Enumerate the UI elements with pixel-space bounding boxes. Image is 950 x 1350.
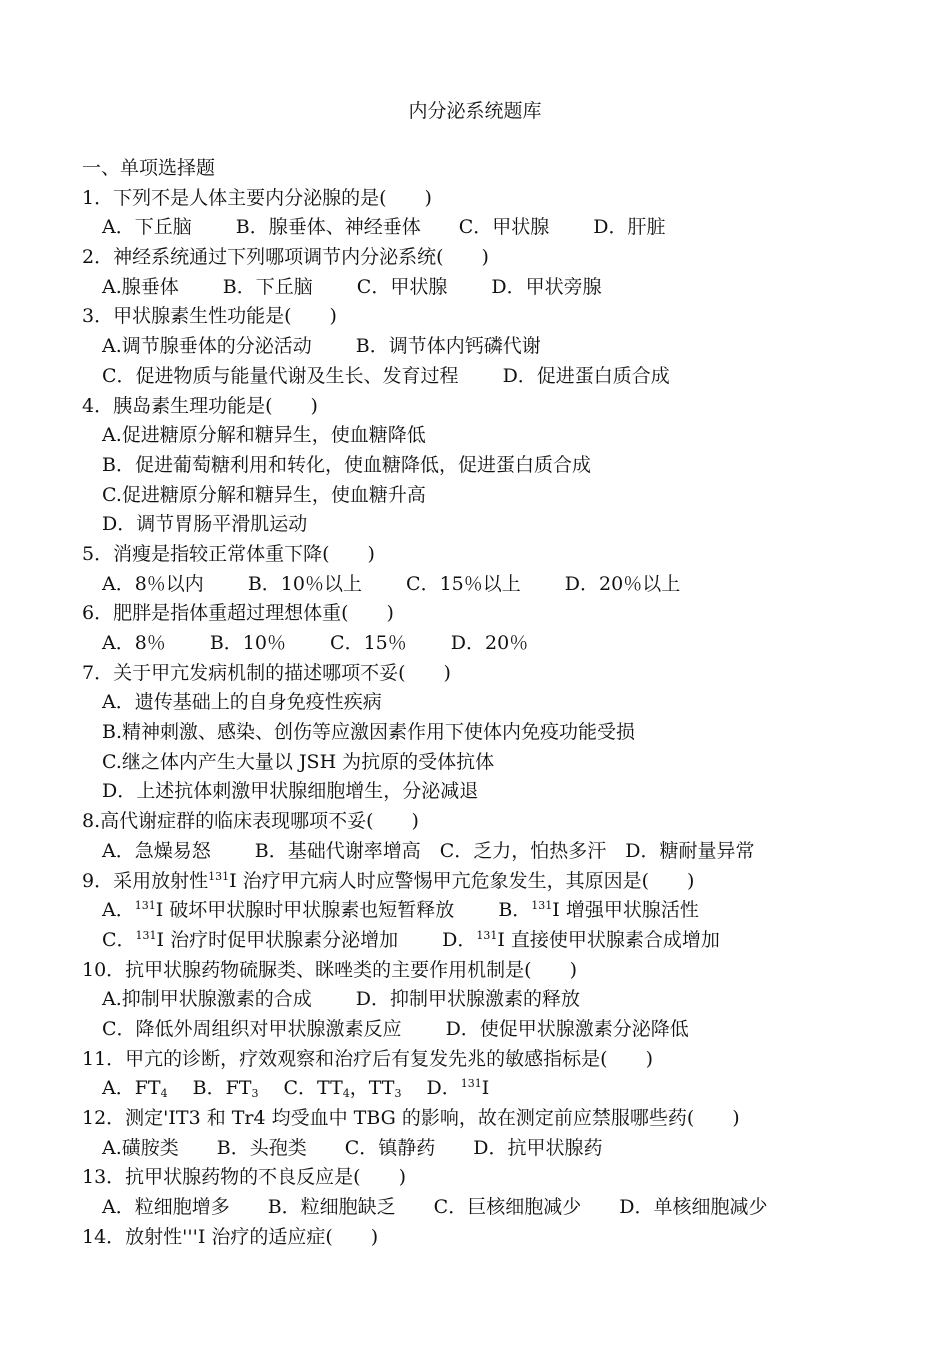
question-5-options: A．8％以内 B．10％以上 C．15％以上 D．20％以上 [102, 572, 681, 595]
question-9-isotope: 131 [208, 869, 230, 883]
option-text: I 增强甲状腺活性 [552, 899, 699, 922]
isotope-superscript: 131 [476, 928, 498, 942]
question-6-options: A．8％ B．10％ C．15％ D．20％ [102, 632, 529, 654]
question-11-options [82, 1074, 922, 1104]
question-9-post: I 治疗甲亢病人时应警惕甲亢危象发生，其原因是( ) [229, 869, 695, 892]
option-d: D． [426, 1077, 461, 1100]
question-9-options-ab [82, 896, 922, 926]
question-8-options: A．急燥易怒 B．基础代谢率增高 C．乏力，怕热多汗 D．糖耐量异常 [102, 839, 755, 862]
question-4-option-c: C.促进糖原分解和糖异生，使血糖升高 [102, 483, 426, 506]
question-7-option-c: C.继之体内产生大量以 JSH 为抗原的受体抗体 [102, 750, 495, 773]
question-4: 4．胰岛素生理功能是( ) [82, 394, 318, 417]
subscript: 3 [394, 1087, 402, 1101]
question-10: 10．抗甲状腺药物硫脲类、眯唑类的主要作用机制是( ) [82, 958, 578, 981]
option-d-text: I [481, 1077, 490, 1100]
isotope-superscript: 131 [531, 899, 553, 913]
question-4-option-b: B．促进葡萄糖利用和转化，使血糖降低，促进蛋白质合成 [102, 453, 591, 476]
question-7-option-d: D．上述抗体刺激甲状腺细胞增生，分泌减退 [102, 780, 479, 803]
question-4-option-d: D．调节胃肠平滑肌运动 [102, 513, 308, 536]
subscript: 3 [251, 1087, 259, 1101]
section-heading: 一、单项选择题 [82, 157, 216, 179]
question-3: 3．甲状腺素生性功能是( ) [82, 305, 337, 328]
subscript: 4 [342, 1087, 350, 1101]
option-a: A．FT [102, 1077, 161, 1100]
question-3-options-ab: A.调节腺垂体的分泌活动 B．调节体内钙磷代谢 [102, 335, 541, 358]
option-c: C．TT [283, 1077, 343, 1100]
question-10-options-cd: C．降低外周组织对甲状腺激素反应 D．使促甲状腺激素分泌降低 [102, 1017, 689, 1040]
question-2: 2．神经系统通过下列哪项调节内分泌系统( ) [82, 246, 489, 269]
question-3-options-cd: C．促进物质与能量代谢及生长、发育过程 D．促进蛋白质合成 [102, 364, 670, 387]
question-7-option-a: A．遗传基础上的自身免疫性疾病 [102, 691, 382, 714]
question-9-options-cd [82, 926, 922, 956]
question-list [82, 154, 922, 1252]
question-9-pre: 9．采用放射性 [82, 869, 209, 892]
question-13-options: A．粒细胞增多 B．粒细胞缺乏 C．巨核细胞减少 D．单核细胞减少 [102, 1196, 768, 1219]
question-10-options-ab: A.抑制甲状腺激素的合成 D．抑制甲状腺激素的释放 [102, 988, 581, 1011]
subscript: 4 [160, 1087, 168, 1101]
question-12-options: A.磺胺类 B．头孢类 C．镇静药 D．抗甲状腺药 [102, 1136, 603, 1159]
question-7-option-b: B.精神刺激、感染、创伤等应激因素作用下使体内免疫功能受损 [102, 721, 636, 744]
question-1-options: A．下丘脑 B．腺垂体、神经垂体 C．甲状腺 D．肝脏 [102, 216, 666, 239]
question-1: 1．下列不是人体主要内分泌腺的是( ) [82, 186, 432, 209]
question-6: 6．肥胖是指体重超过理想体重( ) [82, 602, 394, 625]
option-text: I 直接使甲状腺素合成增加 [497, 928, 720, 951]
question-11: 11．甲亢的诊断，疗效观察和治疗后有复发先兆的敏感指标是( ) [82, 1047, 654, 1070]
question-9 [82, 867, 922, 897]
option-b: B．FT [192, 1077, 252, 1100]
question-5: 5．消瘦是指较正常体重下降( ) [82, 542, 375, 565]
option-label: A． [102, 899, 135, 922]
question-4-option-a: A.促进糖原分解和糖异生，使血糖降低 [102, 424, 426, 447]
isotope-superscript: 131 [460, 1077, 482, 1091]
isotope-superscript: 131 [135, 928, 157, 942]
question-13: 13．抗甲状腺药物的不良反应是( ) [82, 1166, 407, 1189]
option-label: C． [102, 928, 136, 951]
question-12: 12．测定'IT3 和 Tr4 均受血中 TBG 的影响，故在测定前应禁服哪些药( ) [82, 1107, 740, 1129]
isotope-superscript: 131 [134, 899, 156, 913]
question-7: 7．关于甲亢发病机制的描述哪项不妥( ) [82, 661, 451, 684]
option-c-mid: ，TT [349, 1077, 395, 1100]
option-text: I 破坏甲状腺时甲状腺素也短暂释放 B． [155, 899, 532, 922]
document-title: 内分泌系统题库 [408, 100, 542, 122]
question-2-options: A.腺垂体 B．下丘脑 C．甲状腺 D．甲状旁腺 [102, 275, 602, 298]
option-text: I 治疗时促甲状腺素分泌增加 D． [156, 928, 477, 951]
question-8: 8.高代谢症群的临床表现哪项不妥( ) [82, 810, 419, 833]
question-14: 14．放射性'''I 治疗的适应症( ) [82, 1225, 379, 1248]
